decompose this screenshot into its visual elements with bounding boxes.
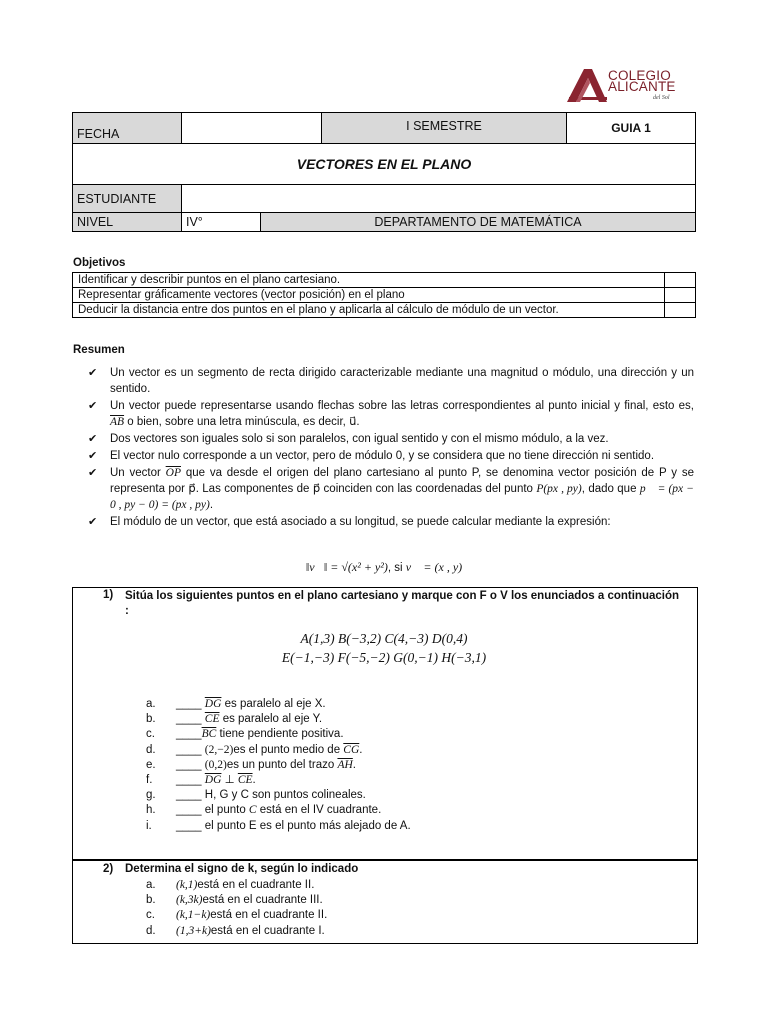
resumen-item: ✔ El vector nulo corresponde a un vector, pero de módulo 0, y se considera que no tiene dirección ni sentido. <box>90 448 694 464</box>
statement-item: f. ____ $\overline{DG}$ ⊥ $\overline{CE}$. <box>146 773 256 786</box>
statement-item: a. ____ $\overline{DG}$ es paralelo al eje X. <box>146 698 326 710</box>
question1-number: 1) <box>103 589 114 601</box>
objetivo-check-box[interactable] <box>665 273 696 288</box>
k-item: b. (k,3k)está en el cuadrante III. <box>146 894 323 907</box>
estudiante-label: ESTUDIANTE <box>73 185 182 213</box>
objetivos-title: Objetivos <box>73 257 126 269</box>
statement-item: c. $\_\_\_\_\overline{BC}$ tiene pendiente positiva. <box>146 728 344 741</box>
objetivo-check-box[interactable] <box>665 303 696 318</box>
fecha-field[interactable] <box>182 113 322 144</box>
resumen-item: ✔ El módulo de un vector, que está asociado a su longitud, se puede calcular mediante la expresión: <box>90 514 694 530</box>
statement-item: e. ____ (0,2)es un punto del trazo $\overline{AH}$. <box>146 758 356 771</box>
logo-a-icon <box>566 68 610 104</box>
departamento: DEPARTAMENTO DE MATEMÁTICA <box>261 213 695 231</box>
header-table <box>72 112 696 232</box>
resumen-item: ✔ Un vector puede representarse usando flechas sobre las letras correspondientes al punto inicial y final, esto es, $\overline{AB}$ o bien, sobre una letra minúscula, es decir, u⃗. <box>90 398 694 430</box>
answer-blank[interactable]: ____ <box>176 743 202 756</box>
question2-items <box>146 878 327 939</box>
resumen-item: ✔ Dos vectores son iguales solo si son paralelos, con igual sentido y con el mismo módulo, a la vez. <box>90 431 694 447</box>
vector-ab: $\overline{AB}$ <box>110 416 125 428</box>
logo-text-line3: del Sol <box>653 95 670 101</box>
statement-item: i. ____ el punto E es el punto más alejado de A. <box>146 819 411 832</box>
answer-blank[interactable]: ____ <box>176 698 202 710</box>
page-title: VECTORES EN EL PLANO <box>73 144 696 185</box>
nivel-row <box>182 213 696 232</box>
objetivo-item: Deducir la distancia entre dos puntos en el plano y aplicarla al cálculo de módulo de un vector. <box>73 303 665 318</box>
logo-text-line1: COLEGIO <box>608 68 671 83</box>
answer-blank[interactable]: ____ <box>176 758 202 771</box>
statement-item: b. ____ $\overline{CE}$ es paralelo al eje Y. <box>146 713 323 726</box>
question1-items <box>146 697 411 834</box>
fecha-label: FECHA <box>73 113 182 144</box>
points-line-1: A(1,3) B(−3,2) C(4,−3) D(0,4) <box>300 631 468 646</box>
resumen-title: Resumen <box>73 344 125 356</box>
question1-text: Sitúa los siguientes puntos en el plano cartesiano y marque con F o V los enunciados a continuación : <box>125 590 680 617</box>
vector-op: $\overline{OP}$ <box>165 467 181 479</box>
answer-blank[interactable]: ____ <box>176 789 202 802</box>
estudiante-field[interactable] <box>182 185 696 213</box>
objetivo-item: Identificar y describir puntos en el plano cartesiano. <box>73 273 665 288</box>
guia-cell: GUIA 1 <box>567 113 696 144</box>
resumen-list <box>90 365 694 531</box>
resumen-item: ✔ Un vector es un segmento de recta dirigido caracterizable mediante una magnitud o módulo, una dirección y un sentido. <box>90 365 694 397</box>
nivel-label: NIVEL <box>73 213 182 232</box>
answer-blank[interactable]: ____ <box>176 804 202 817</box>
objetivo-check-box[interactable] <box>665 288 696 303</box>
school-logo <box>566 68 706 108</box>
question2-number: 2) <box>103 863 114 875</box>
answer-blank[interactable]: ____ <box>176 819 202 832</box>
objetivos-table <box>72 272 696 318</box>
logo-text-line2: ALICANTE <box>608 79 676 94</box>
k-item: a. (k,1)está en el cuadrante II. <box>146 879 315 891</box>
semestre-cell: I SEMESTRE <box>322 113 567 144</box>
question2-text: Determina el signo de k, según lo indicado <box>125 863 359 875</box>
resumen-item: ✔ Un vector $\overline{OP}$ que va desde el origen del plano cartesiano al punto P, se denomina vector posición de P y se representa por p⃗. Las componentes de p⃗ coinciden con las coordenadas del punto P(px , py), dado que p⃗ = (px − 0 , py − 0) = (px , py). <box>90 465 694 513</box>
statement-item: h. ____ el punto C está en el IV cuadrante. <box>146 804 382 817</box>
points-line-2: E(−1,−3) F(−5,−2) G(0,−1) H(−3,1) <box>281 650 487 665</box>
k-item: c. (k,1−k)está en el cuadrante II. <box>146 909 328 922</box>
answer-blank[interactable]: ____ <box>176 773 202 786</box>
statement-item: d. ____ (2,−2)es el punto medio de $\overline{CG}$. <box>146 743 363 756</box>
statement-item: g. ____ H, G y C son puntos colineales. <box>146 789 366 802</box>
answer-blank[interactable]: ____ <box>176 713 202 726</box>
modulo-formula: ‖v⃗‖ = √(x² + y²), si v⃗ = (x , y) <box>305 560 463 574</box>
answer-blank[interactable]: ____ <box>176 728 202 741</box>
k-item: d. (1,3+k)está en el cuadrante I. <box>146 924 325 937</box>
nivel-value: IV° <box>182 213 261 231</box>
objetivo-item: Representar gráficamente vectores (vector posición) en el plano <box>73 288 665 303</box>
